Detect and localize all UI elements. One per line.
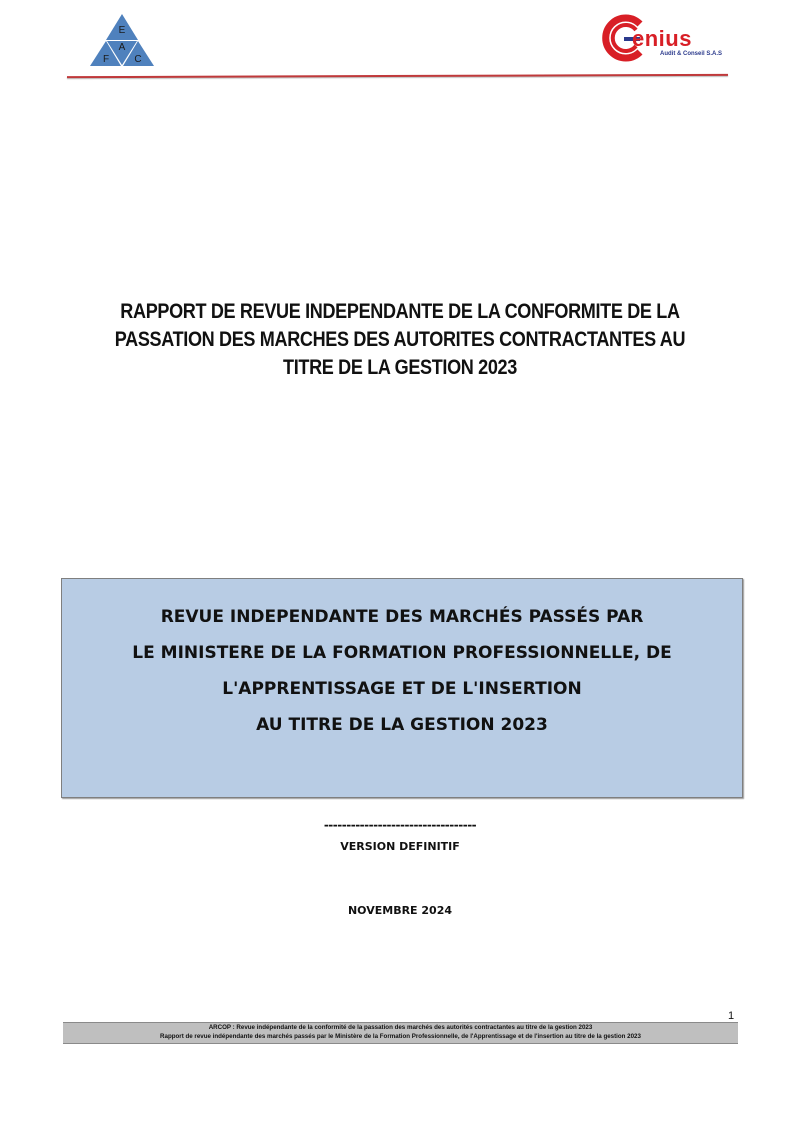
subject-text: [62, 599, 742, 743]
genius-tagline: Audit & Conseil S.A.S: [660, 51, 723, 57]
subject-line: REVUE INDEPENDANTE DES MARCHÉS PASSÉS PAR: [160, 607, 644, 627]
eafc-logo: [90, 14, 154, 66]
page-number: 1: [728, 1010, 735, 1022]
subject-box: [61, 578, 743, 798]
header-rule: [67, 74, 728, 78]
version-label: VERSION DEFINITIF: [340, 840, 460, 853]
svg-text:E: E: [118, 25, 126, 36]
subject-line: AU TITRE DE LA GESTION 2023: [256, 715, 548, 735]
report-title-line: PASSATION DES MARCHES DES AUTORITES CONTRACTANTES AU: [114, 328, 686, 351]
footer-line-1: ARCOP : Revue indépendante de la conformité de la passation des marchés des autorités contractantes au titre de la gestion 2023: [208, 1024, 593, 1031]
svg-text:A: A: [118, 42, 126, 53]
report-title: [108, 298, 693, 382]
eafc-triangle-icon: [90, 14, 154, 66]
report-title-line: RAPPORT DE REVUE INDEPENDANTE DE LA CONFORMITE DE LA: [120, 300, 680, 323]
genius-wordmark: enius: [632, 26, 692, 51]
footer-line-2: Rapport de revue indépendante des marchés passés par le Ministère de la Formation Professionnelle, de l'Apprentissage et de l'insertion au titre de la gestion 2023: [160, 1032, 641, 1040]
page-footer: [63, 1022, 738, 1044]
subject-line: L'APPRENTISSAGE ET DE L'INSERTION: [222, 679, 582, 699]
svg-text:C: C: [134, 54, 142, 65]
subject-line: LE MINISTERE DE LA FORMATION PROFESSIONNELLE, DE: [132, 643, 672, 663]
date-label: NOVEMBRE 2024: [347, 904, 453, 917]
genius-logo: [600, 14, 723, 62]
separator-dashes: ----------------------------------: [323, 818, 477, 832]
report-title-line: TITRE DE LA GESTION 2023: [283, 356, 517, 379]
svg-text:F: F: [102, 54, 110, 65]
